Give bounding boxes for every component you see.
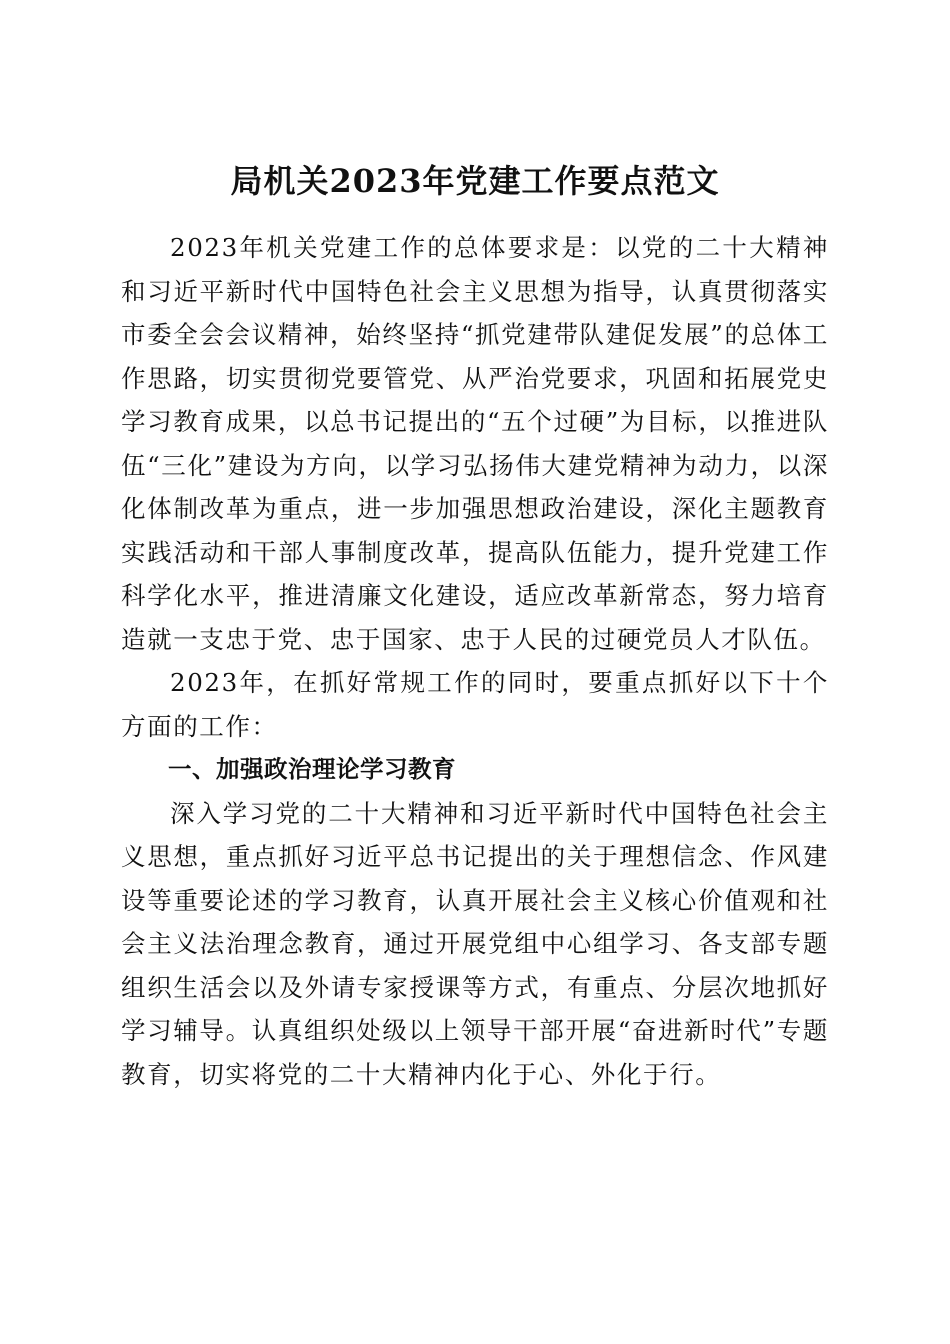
document-body bbox=[121, 226, 829, 1096]
section-heading: 一、加强政治理论学习教育 bbox=[168, 755, 456, 783]
document-title: 局机关2023年党建工作要点范文 bbox=[230, 162, 720, 201]
focus-paragraph: 2023年，在抓好常规工作的同时，要重点抓好以下十个方面的工作： bbox=[121, 668, 829, 741]
intro-paragraph: 2023年机关党建工作的总体要求是：以党的二十大精神和习近平新时代中国特色社会主义思想为指导，认真贯彻落实市委全会会议精神，始终坚持“抓党建带队建促发展”的总体工作思路，切实贯彻党要管党、从严治党要求，巩固和拓展党史学习教育成果，以总书记提出的“五个过硬”为目标，以推进队伍“三化”建设为方向，以学习弘扬伟大建党精神为动力，以深化体制改革为重点，进一步加强思想政治建设，深化主题教育实践活动和干部人事制度改革，提高队伍能力，提升党建工作科学化水平，推进清廉文化建设，适应改革新常态，努力培育造就一支忠于党、忠于国家、忠于人民的过硬党员人才队伍。 bbox=[121, 233, 829, 654]
section-paragraph: 深入学习党的二十大精神和习近平新时代中国特色社会主义思想，重点抓好习近平总书记提出的关于理想信念、作风建设等重要论述的学习教育，认真开展社会主义核心价值观和社会主义法治理念教育，通过开展党组中心组学习、各支部专题组织生活会以及外请专家授课等方式，有重点、分层次地抓好学习辅导。认真组织处级以上领导干部开展“奋进新时代”专题教育，切实将党的二十大精神内化于心、外化于行。 bbox=[121, 798, 829, 1089]
